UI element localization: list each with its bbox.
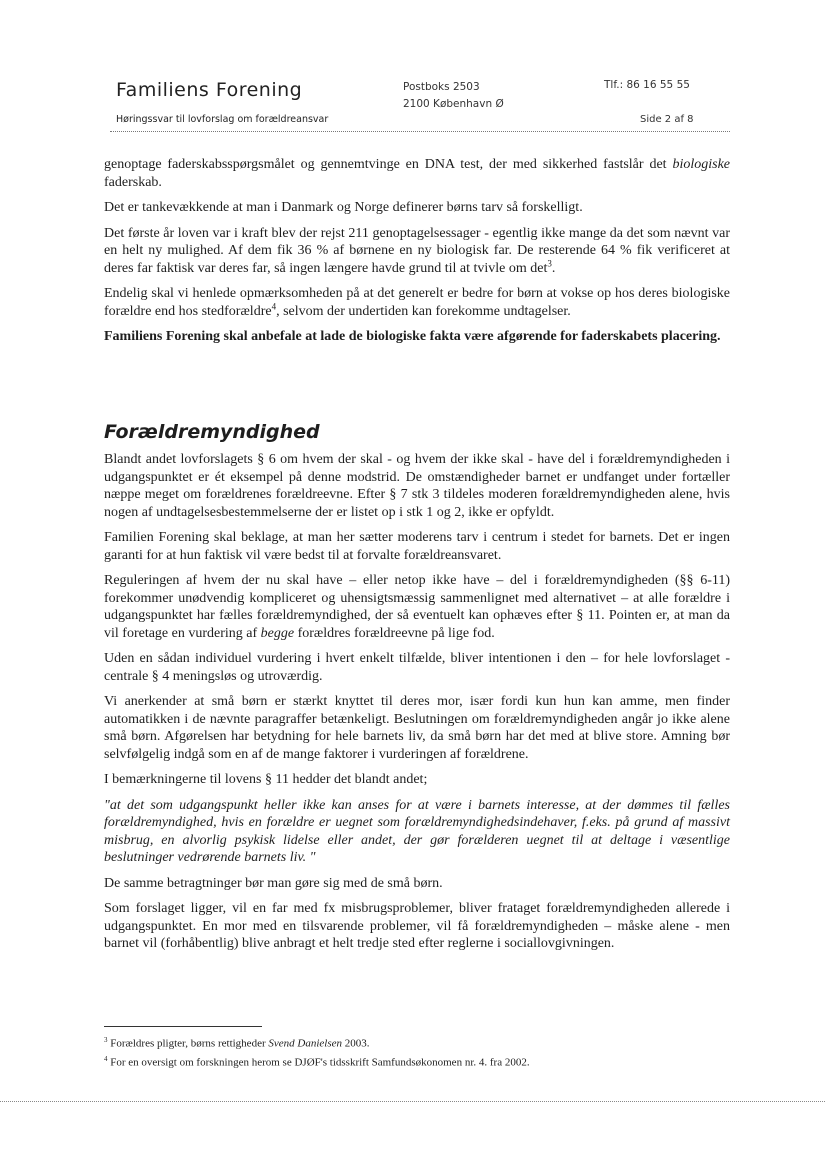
paragraph bbox=[104, 285, 730, 320]
paragraph: Uden en sådan individuel vurdering i hvert enkelt tilfælde, bliver intentionen i den – for hele lovforslaget - centrale § 4 meningsløs og utroværdig. bbox=[104, 651, 730, 684]
paragraph: I bemærkningerne til lovens § 11 hedder det blandt andet; bbox=[104, 772, 428, 787]
paragraph: Vi anerkender at små børn er stærkt knyttet til deres mor, især fordi kun hun kan amme, men finder automatikken i de nævnte paragraffer betænkeligt. Beslutningen om forældremyndigheden angår jo ikke alene små børn. Afgørelsen har betydning for hele barnets liv, da små børn har det med at blive store. Amning bør selvfølgelig indgå som en af de mange faktorer i vurderingen af forældrene. bbox=[104, 694, 730, 762]
footnote-number: 4 bbox=[104, 1054, 108, 1063]
text-run: forældres forældreevne på lige fod. bbox=[294, 625, 495, 641]
paragraph: De samme betragtninger bør man gøre sig med de små børn. bbox=[104, 875, 443, 891]
page-number: Side 2 af 8 bbox=[640, 114, 694, 125]
text-run: . bbox=[551, 260, 556, 276]
address-line: 2100 København Ø bbox=[403, 98, 504, 110]
emphasis: biologiske bbox=[672, 157, 730, 172]
paragraph bbox=[104, 156, 730, 191]
paragraph bbox=[104, 572, 730, 642]
paragraph bbox=[104, 225, 730, 278]
text-run: Det første år loven var i kraft blev der rejst 211 genoptagelsessager - egentlig ikke mange da det som nævnt var en helt ny mulighed. Af dem fik 36 % af børnene en ny biologisk far. De resterende 64 % fik verificeret at deres far faktisk var deres far, så ingen længere havde grund til at tvivle om det bbox=[104, 225, 730, 276]
paragraph: Det er tankevækkende at man i Danmark og Norge definerer børns tarv så forskelligt. bbox=[104, 200, 583, 215]
organization-name: Familiens Forening bbox=[116, 79, 303, 101]
block-quote: "at det som udgangspunkt heller ikke kan anses for at være i barnets interesse, at der dømmes til fælles forældremyndighed, hvis en forældre er uegnet som forældremyndighedsindehaver, f.eks. på grund af massivt misbrug, en alvorlig psykisk lidelse eller andet, der gør forælderen uegnet til at deltage i væsentlige beslutninger vedrørende barnets liv. " bbox=[104, 797, 730, 865]
footnote bbox=[104, 1052, 530, 1071]
footnote-ref: 4 bbox=[271, 300, 277, 311]
text-run: Endelig skal vi henlede opmærksomheden på at det generelt er bedre for børn at vokse op hos deres biologiske forældre end hos stedforældre bbox=[104, 286, 730, 319]
header-divider bbox=[110, 131, 730, 132]
postal-address bbox=[403, 79, 504, 113]
text-run: For en oversigt om forskningen herom se DJØF's tidsskrift Samfundsøkonomen nr. 4. fra 2002. bbox=[110, 1056, 530, 1069]
paragraph: Blandt andet lovforslagets § 6 om hvem der skal - og hvem der ikke skal - have del i forældremyndigheden i udgangspunktet er ét eksempel på denne modstrid. De omstændigheder barnet er undfanget under fortæller næppe meget om forældrenes forældreevne. Efter § 7 stk 3 tildeles moderen forældremyndigheden alene, hvis nogen af undtagelsesbestemmelserne der er listet op i stk 1 og 2, ikke er opfyldt. bbox=[104, 452, 730, 520]
footnote-divider bbox=[104, 1026, 262, 1027]
footnote-number: 3 bbox=[104, 1036, 108, 1044]
section-custody-text bbox=[104, 451, 730, 961]
document-subtitle: Høringssvar til lovforslag om forældreansvar bbox=[116, 114, 329, 125]
text-run: Reguleringen af hvem der nu skal have – eller netop ikke have – del i forældremyndigheden (§§ 6-11) forekommer unødvendig kompliceret og uhensigtsmæssig sammenlignet med alternativet – at alle forældre i udgangspunktet har fælles forældremyndighed, der så eventuelt kan ophæves efter § 11. Pointen er, at man da vil foretage en vurdering af bbox=[104, 573, 730, 641]
text-run: 2003. bbox=[341, 1037, 370, 1050]
footnotes bbox=[104, 1033, 530, 1070]
emphasis: begge bbox=[260, 625, 295, 641]
page-bottom-divider bbox=[0, 1101, 825, 1102]
section-heading: Forældremyndighed bbox=[104, 421, 320, 443]
phone-number: Tlf.: 86 16 55 55 bbox=[604, 79, 690, 91]
paragraph: Familien Forening skal beklage, at man her sætter moderens tarv i centrum i stedet for barnets. Det er ingen garanti for at hun faktisk vil være bedst til at forvalte forældreansvaret. bbox=[104, 530, 730, 563]
section-paternity-text bbox=[104, 156, 730, 354]
footnote bbox=[104, 1033, 530, 1052]
recommendation-paragraph: Familiens Forening skal anbefale at lade de biologiske fakta være afgørende for faderskabets placering. bbox=[104, 329, 721, 344]
text-run: faderskab. bbox=[104, 174, 162, 190]
footnote-ref: 3 bbox=[547, 257, 552, 268]
paragraph: Som forslaget ligger, vil en far med fx misbrugsproblemer, bliver frataget forældremyndigheden allerede i udgangspunktet. En mor med en tilsvarende problemer, vil få forældremyndigheden – måske alene - men barnet vil (forhåbentlig) blive anbragt et helt tredje sted efter reglerne i sociallovgivningen. bbox=[104, 901, 730, 951]
text-run: , selvom der undertiden kan forekomme undtagelser. bbox=[276, 303, 571, 319]
text-run: Forældres pligter, børns rettigheder bbox=[110, 1037, 269, 1050]
text-run: genoptage faderskabsspørgsmålet og gennemtvinge en DNA test, der med sikkerhed fastslår det bbox=[104, 157, 673, 172]
emphasis: Svend Danielsen bbox=[268, 1037, 342, 1050]
address-line: Postboks 2503 bbox=[403, 81, 480, 93]
